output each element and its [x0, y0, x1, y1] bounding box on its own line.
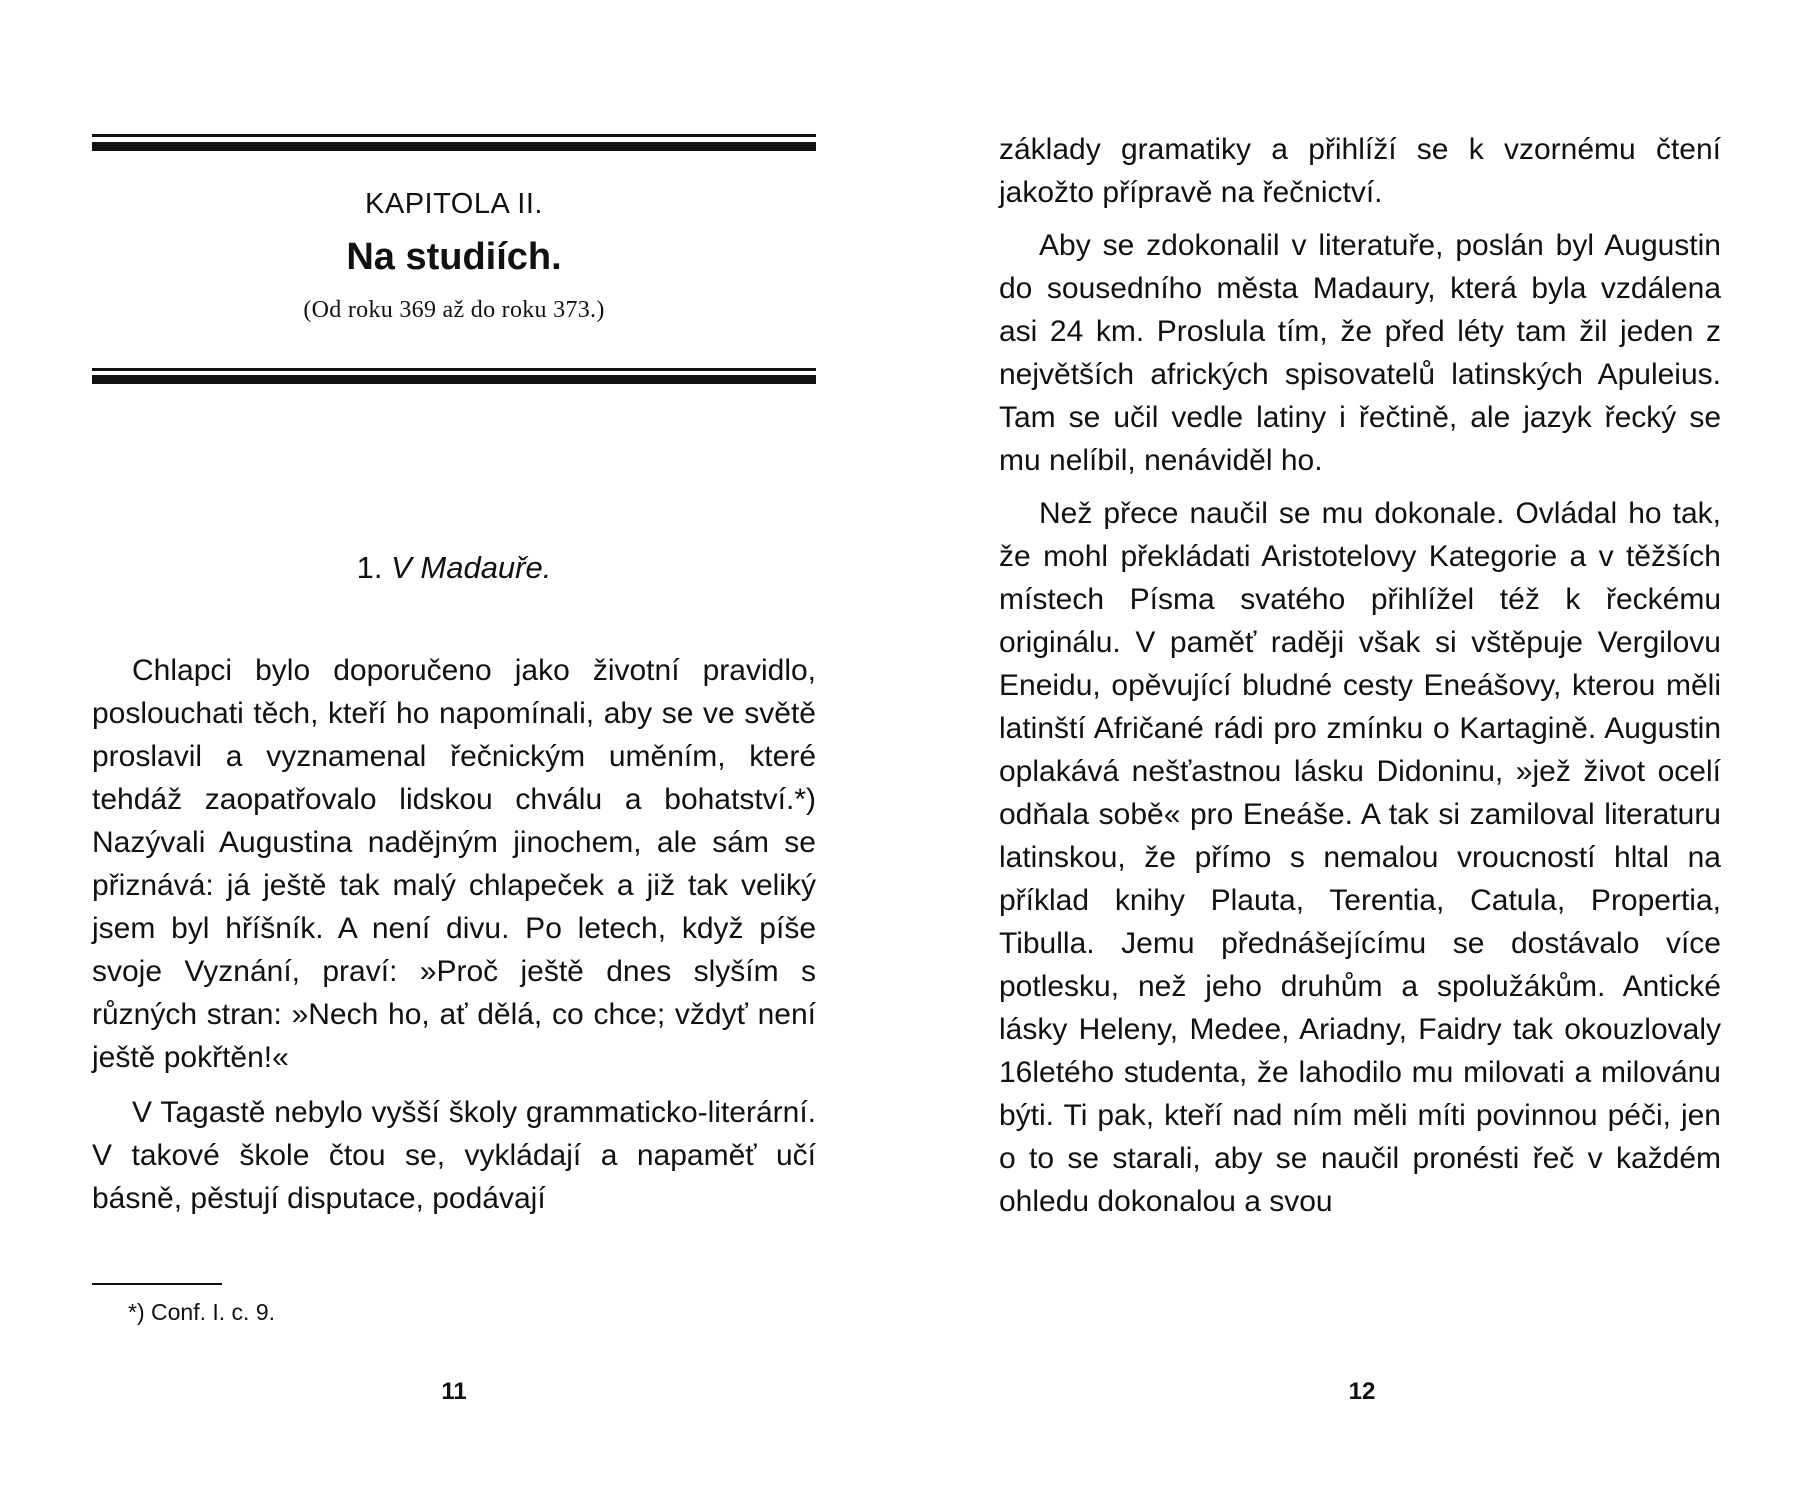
- right-body-text: [999, 128, 1721, 1223]
- rule-thick-line: [92, 375, 816, 384]
- page-number: 11: [441, 1378, 467, 1405]
- top-double-rule: [92, 134, 816, 151]
- paragraph: Než přece naučil se mu dokonale. Ovládal ho tak, že mohl překládati Aristotelovy Kategorie a v těžších místech Písma svatého přihlížel též k řeckému originálu. V paměť raději však si vštěpuje Vergilovu Eneidu, opěvující bludné cesty Eneášovy, kterou měli latinští Afričané rádi pro zmínku o Kartagině. Augustin oplakává nešťastnou lásku Didoninu, »jež život ocelí odňala sobě« pro Eneáše. A tak si zamiloval literaturu latinskou, že přímo s nemalou vroucností hltal na příklad knihy Plauta, Terentia, Catula, Propertia, Tibulla. Jemu přednášejícímu se dostávalo více potlesku, než jeho druhům a spolužákům. Antické lásky Heleny, Medee, Ariadny, Faidry tak okouzlovaly 16letého studenta, že lahodilo mu milovati a milovánu býti. Ti pak, kteří nad ním měli míti povinnou péči, jen o to se starali, aby se naučil pronésti řeč v každém ohledu dokonalou a svou: [999, 497, 1721, 1218]
- chapter-dates: (Od roku 369 až do roku 373.): [303, 297, 605, 323]
- paragraph: Chlapci bylo doporučeno jako životní pravidlo, poslouchati těch, kteří ho napomínali, aby se ve světě proslavil a vyznamenal řečnickým uměním, které tehdáž zaopatřovalo lidskou chválu a bohatství.*) Nazývali Augustina nadějným jinochem, ale sám se přiznává: já ještě tak malý chlapeček a již tak veliký jsem byl hříšník. A není divu. Po letech, když píše svoje Vyznání, praví: »Proč ještě dnes slyším s různých stran: »Nech ho, ať dělá, co chce; vždyť není ještě pokřtěn!«: [92, 654, 816, 1074]
- paragraph: V Tagastě nebylo vyšší školy grammaticko-literární. V takové škole čtou se, vykládají a napaměť učí básně, pěstují disputace, podávají: [92, 1096, 816, 1215]
- footnote-rule: [92, 1283, 222, 1285]
- paragraph-continuation: základy gramatiky a přihlíží se k vzornému čtení jakožto přípravě na řečnictví.: [999, 133, 1721, 209]
- paragraph: Aby se zdokonalil v literatuře, poslán byl Augustin do sousedního města Madaury, která byla vzdálena asi 24 km. Proslula tím, že před léty tam žil jeden z největších afrických spisovatelů latinských Apuleius. Tam se učil vedle latiny i řečtině, ale jazyk řecký se mu nelíbil, nenáviděl ho.: [999, 229, 1721, 477]
- section-number: 1.: [356, 550, 392, 585]
- rule-thin-line: [92, 368, 816, 371]
- footnote: *) Conf. I. c. 9.: [128, 1299, 275, 1325]
- section-title: V Madauře.: [391, 550, 552, 585]
- page-number: 12: [1348, 1378, 1376, 1405]
- section-heading: [92, 550, 816, 586]
- right-page: [900, 0, 1800, 1500]
- left-body-text: [92, 649, 816, 1220]
- rule-thin-line: [92, 134, 816, 137]
- bottom-double-rule: [92, 368, 816, 384]
- chapter-title: Na studiích.: [346, 236, 562, 278]
- rule-thick-line: [92, 142, 816, 151]
- chapter-label: KAPITOLA II.: [365, 188, 543, 220]
